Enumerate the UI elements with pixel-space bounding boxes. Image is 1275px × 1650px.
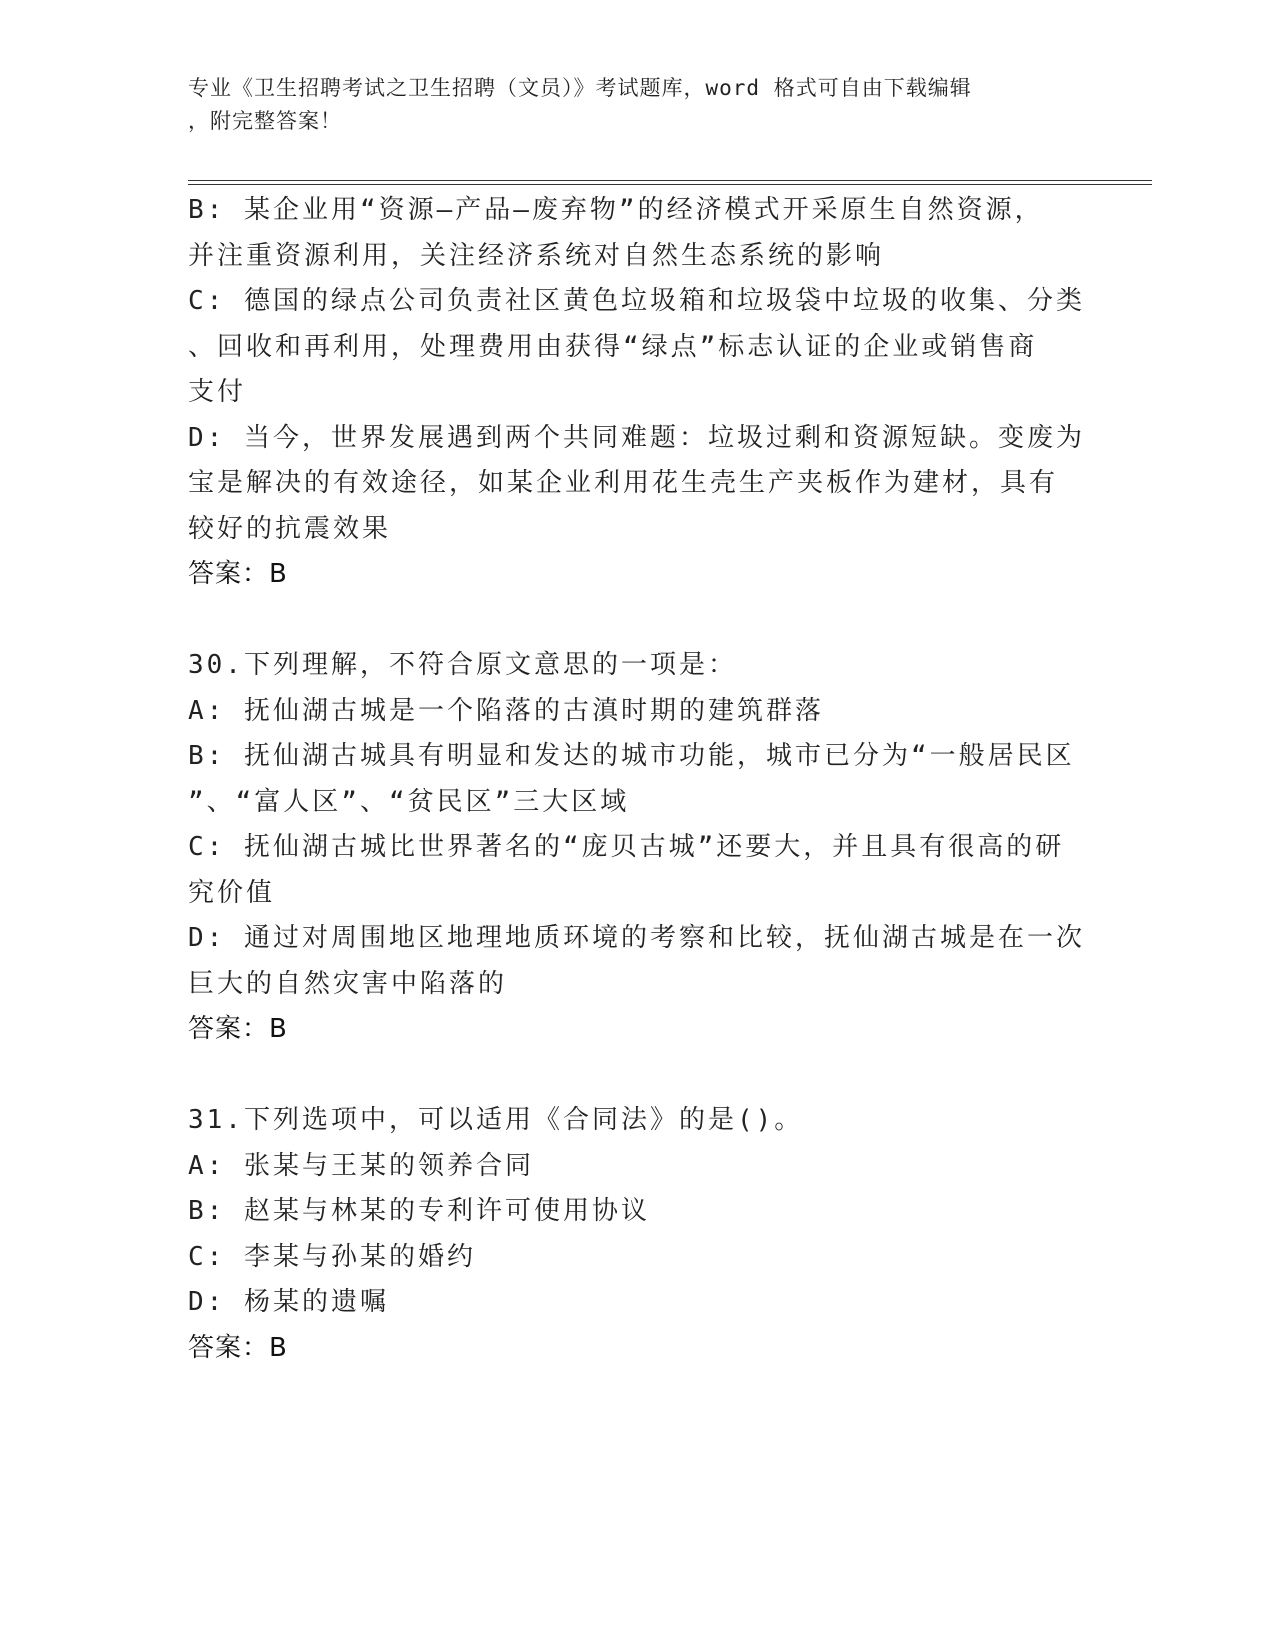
option-d (188, 416, 1085, 553)
option-text-line: D: 当今，世界发展遇到两个共同难题：垃圾过剩和资源短缺。变废为 (188, 422, 1085, 453)
answer-line: 答案：B (188, 1014, 288, 1044)
option-d (188, 1280, 1078, 1326)
question-30 (188, 643, 1085, 1053)
option-text-line: 支付 (188, 377, 247, 407)
option-b (188, 734, 1078, 825)
header-line-1: 专业《卫生招聘考试之卫生招聘（文员）》考试题库，word 格式可自由下载编辑 (188, 76, 972, 100)
option-text-line: C: 李某与孙某的婚约 (188, 1241, 476, 1272)
option-c (188, 825, 1078, 916)
option-a (188, 689, 1078, 735)
option-c (188, 1235, 1078, 1281)
option-text-line: 、回收和再利用，处理费用由获得“绿点”标志认证的企业或销售商 (188, 331, 1038, 362)
option-text-line: C: 抚仙湖古城比世界著名的“庞贝古城”还要大，并且具有很高的研 (188, 832, 1065, 862)
answer-line: 答案：B (188, 1332, 288, 1363)
question-29 (188, 188, 1085, 598)
option-text-line: 究价值 (188, 877, 276, 908)
option-b (188, 1189, 1078, 1235)
option-text-line: B: 某企业用“资源—产品—废弃物”的经济模式开采原生自然资源， (188, 195, 1044, 225)
document-header (188, 72, 1068, 138)
option-text-line: ”、“富人区”、“贫民区”三大区域 (188, 786, 630, 817)
option-text-line: A: 张某与王某的领养合同 (188, 1150, 534, 1181)
header-line-2: ，附完整答案！ (188, 109, 342, 133)
question-text: 31.下列选项中，可以适用《合同法》的是()。 (188, 1105, 804, 1135)
option-text-line: A: 抚仙湖古城是一个陷落的古滇时期的建筑群落 (188, 695, 824, 726)
option-b (188, 188, 1078, 279)
option-text-line: C: 德国的绿点公司负责社区黄色垃圾箱和垃圾袋中垃圾的收集、分类 (188, 286, 1085, 316)
header-divider-top (188, 180, 1152, 181)
option-d (188, 916, 1085, 1007)
option-text-line: D: 杨某的遗嘱 (188, 1287, 389, 1317)
option-text-line: B: 抚仙湖古城具有明显和发达的城市功能，城市已分为“一般居民区 (188, 741, 1075, 771)
document-body (188, 188, 1085, 1371)
spacer (188, 1053, 1078, 1099)
question-text: 30.下列理解，不符合原文意思的一项是： (188, 650, 737, 680)
question-31 (188, 1098, 1078, 1371)
option-a (188, 1144, 1078, 1190)
option-text-line: 宝是解决的有效途径，如某企业利用花生壳生产夹板作为建材，具有 (188, 468, 1059, 498)
option-text-line: B: 赵某与林某的专利许可使用协议 (188, 1196, 650, 1226)
option-c (188, 279, 1085, 416)
option-text-line: 并注重资源利用，关注经济系统对自然生态系统的影响 (188, 240, 885, 271)
answer-line: 答案：B (188, 559, 288, 589)
option-text-line: 巨大的自然灾害中陷落的 (188, 968, 508, 999)
option-text-line: 较好的抗震效果 (188, 513, 392, 544)
option-text-line: D: 通过对周围地区地理地质环境的考察和比较，抚仙湖古城是在一次 (188, 923, 1085, 953)
header-divider-bottom (188, 184, 1152, 185)
spacer (188, 598, 1078, 644)
